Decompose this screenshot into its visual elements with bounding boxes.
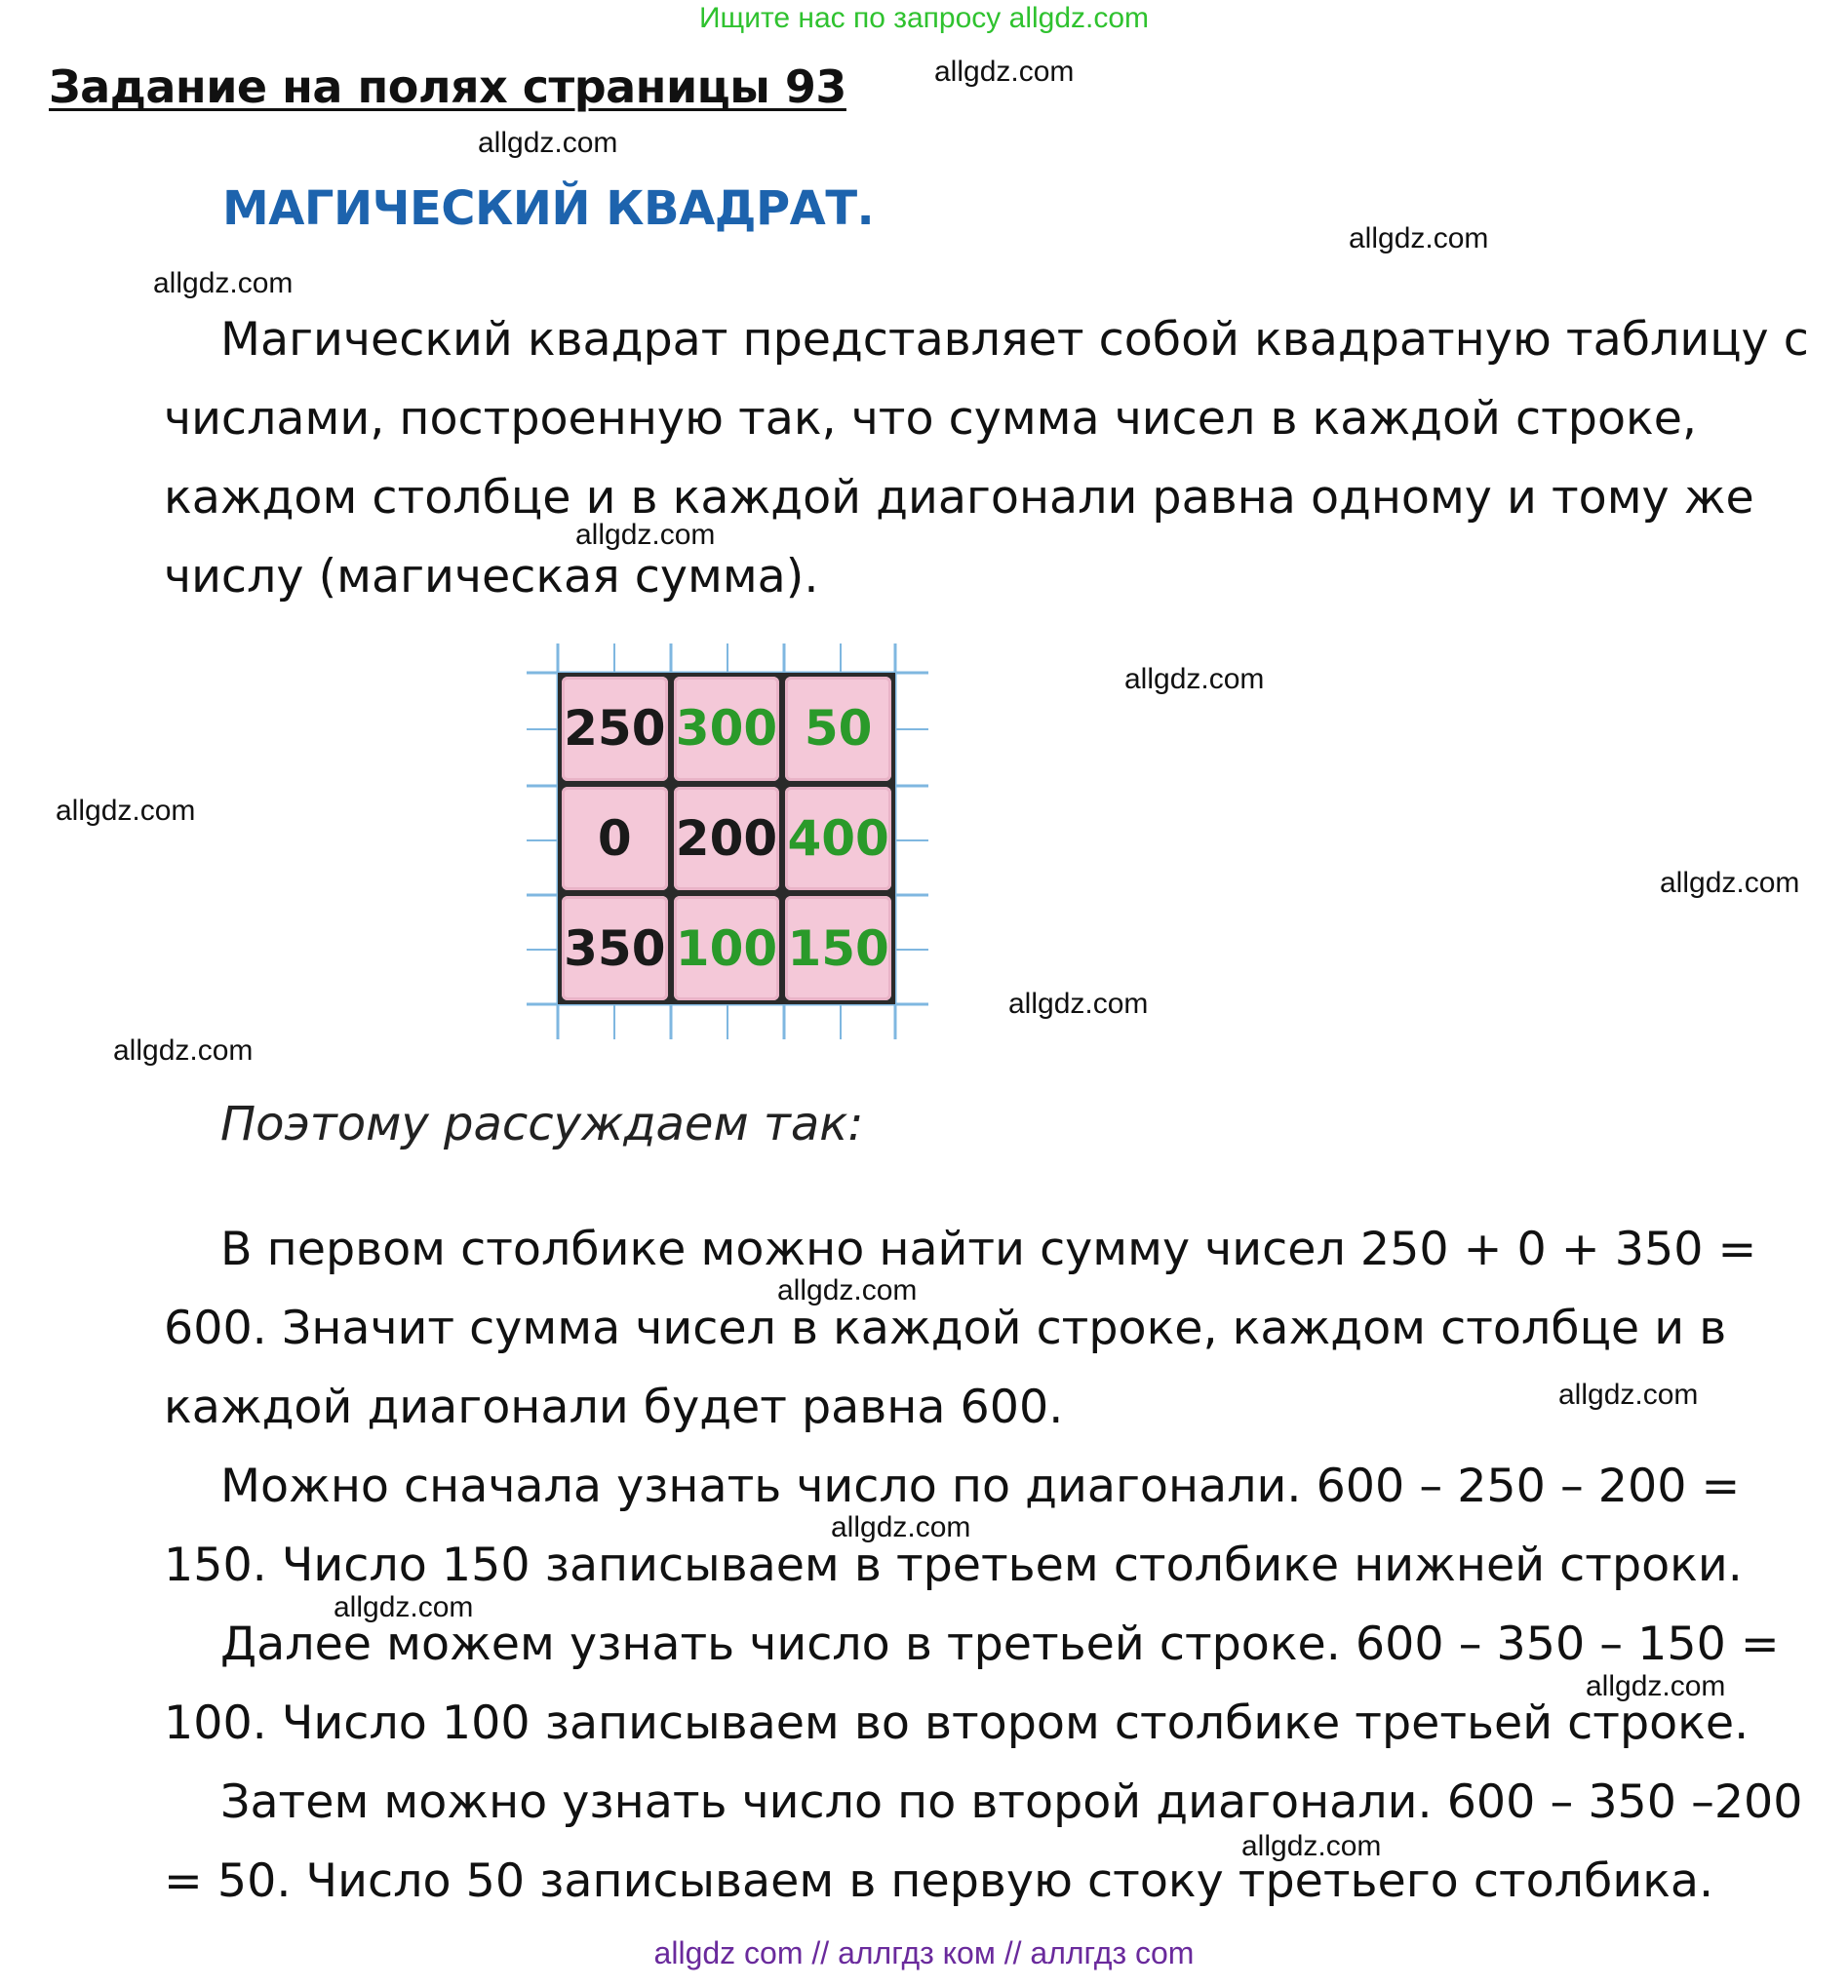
solution-line: Затем можно узнать число по второй диагонали. 600 – 350 –200 (220, 1775, 1803, 1829)
intro-line: каждом столбце и в каждой диагонали равна одному и тому же (164, 471, 1754, 525)
watermark: allgdz.com (56, 795, 196, 827)
watermark: allgdz.com (777, 1274, 918, 1306)
watermark: allgdz.com (113, 1034, 254, 1067)
solution-line: В первом столбике можно найти сумму чисел 250 + 0 + 350 = (220, 1223, 1757, 1276)
watermark: allgdz.com (1241, 1830, 1382, 1862)
watermark: allgdz.com (334, 1591, 474, 1623)
section-subtitle: МАГИЧЕСКИЙ КВАДРАТ. (222, 181, 875, 236)
cell-r3c1: 350 (562, 896, 668, 1000)
page-title: Задание на полях страницы 93 (49, 60, 846, 113)
solution-line: 150. Число 150 записываем в третьем столбике нижней строки. (164, 1539, 1743, 1592)
watermark: allgdz.com (153, 267, 294, 299)
watermark: allgdz.com (575, 519, 716, 551)
cell-r2c1: 0 (562, 787, 668, 891)
watermark: allgdz.com (1124, 663, 1265, 695)
cell-r3c3: 150 (785, 896, 891, 1000)
cell-r1c2: 300 (674, 677, 780, 781)
watermark: allgdz.com (1349, 222, 1489, 254)
watermark: allgdz.com (478, 127, 618, 159)
cell-r2c3: 400 (785, 787, 891, 891)
cell-r1c1: 250 (562, 677, 668, 781)
intro-line: Магический квадрат представляет собой квадратную таблицу с (220, 313, 1809, 367)
watermark: allgdz.com (1586, 1670, 1726, 1702)
magic-square (527, 643, 928, 1039)
solution-line: каждой диагонали будет равна 600. (164, 1381, 1064, 1434)
solution-line: Далее можем узнать число в третьей строке. 600 – 350 – 150 = (220, 1618, 1780, 1671)
intro-line: числу (магическая сумма). (164, 550, 819, 604)
cell-r3c2: 100 (674, 896, 780, 1000)
cell-r2c2: 200 (674, 787, 780, 891)
watermark: allgdz.com (1008, 988, 1149, 1020)
watermark: allgdz.com (1660, 867, 1800, 899)
solution-line: 600. Значит сумма чисел в каждой строке, каждом столбце и в (164, 1302, 1727, 1355)
solution-paragraph (164, 1210, 1803, 1921)
cell-r1c3: 50 (785, 677, 891, 781)
solution-line: = 50. Число 50 записываем в первую стоку третьего столбика. (164, 1854, 1714, 1908)
magic-square-grid (558, 673, 895, 1004)
intro-line: числами, построенную так, что сумма чисел в каждой строке, (164, 392, 1698, 446)
footer-links: allgdz com // аллгдз ком // аллгдз com (653, 1935, 1195, 1970)
watermark: allgdz.com (831, 1511, 971, 1543)
intro-paragraph (164, 300, 1809, 616)
watermark: allgdz.com (934, 56, 1075, 88)
reasoning-heading: Поэтому рассуждаем так: (220, 1097, 864, 1151)
solution-line: 100. Число 100 записываем во втором столбике третьей строке. (164, 1696, 1750, 1750)
solution-line: Можно сначала узнать число по диагонали. 600 – 250 – 200 = (220, 1460, 1741, 1513)
watermark: allgdz.com (1558, 1379, 1699, 1411)
top-banner: Ищите нас по запросу allgdz.com (698, 2, 1150, 34)
